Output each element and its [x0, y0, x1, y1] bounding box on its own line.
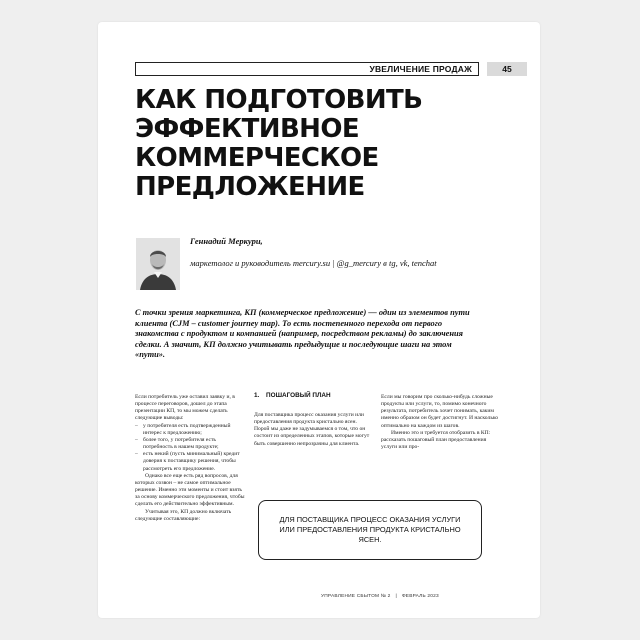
article-title: [135, 86, 495, 202]
bullet-list: [135, 423, 245, 473]
subsection-title: ПОШАГОВЫЙ ПЛАН: [266, 392, 331, 399]
author-photo: [136, 238, 180, 290]
section-header-bar: [135, 62, 479, 76]
list-item: – у потребителя есть подтвержденный интерес к предложению;: [135, 423, 245, 437]
subsection-heading: [254, 392, 336, 400]
footer-date: ФЕВРАЛЬ 2023: [401, 594, 439, 599]
list-item: – есть некий (пусть минимальный) кредит доверия к поставщику решения, чтобы рассмотреть его предложение.: [135, 451, 245, 472]
paragraph: Учитывая это, КП должно включать следующие составляющие:: [135, 508, 232, 522]
paragraph: Для поставщика процесс оказания услуги или предоставления продукта кристально ясен. Порой мы даже не задумываемся о том, что он состоит из определенных этапов, которые могут быть совершенно непрозрачны для клиента.: [254, 412, 370, 447]
text-column-1: [135, 394, 245, 523]
author-name: Геннадий Меркури,: [190, 236, 263, 246]
list-item: – более того, у потребителя есть потребность в нашем продукте;: [135, 437, 245, 451]
pull-quote: ДЛЯ ПОСТАВЩИКА ПРОЦЕСС ОКАЗАНИЯ УСЛУГИ ИЛИ ПРЕДОСТАВЛЕНИЯ ПРОДУКТА КРИСТАЛЬНО ЯСЕН.: [258, 500, 482, 560]
magazine-page: [98, 22, 540, 618]
text-column-2: [254, 412, 372, 448]
title-line: ПРЕДЛОЖЕНИЕ: [135, 172, 365, 202]
author-portrait-icon: [136, 238, 180, 290]
page-footer: [321, 594, 439, 599]
text-column-3: [381, 394, 501, 451]
title-line: ЭФФЕКТИВНОЕ: [135, 114, 359, 144]
title-line: КОММЕРЧЕСКОЕ: [135, 143, 379, 173]
subsection-number: 1.: [254, 392, 260, 399]
lead-paragraph: С точки зрения маркетинга, КП (коммерческое предложение) — один из элементов пути клиента (CJM – customer journey map). То есть постепенного перехода от первого знакомства с продуктом и компанией (например, посредством рекламы) до заключения сделки. А значит, КП должно учитывать предыдущие и последующие шаги на этом «пути».: [135, 308, 470, 360]
footer-magazine: УПРАВЛЕНИЕ СБЫТОМ № 2: [321, 594, 391, 599]
section-label: УВЕЛИЧЕНИЕ ПРОДАЖ: [369, 64, 472, 74]
page-number: 45: [487, 62, 527, 76]
title-line: КАК ПОДГОТОВИТЬ: [135, 85, 423, 115]
paragraph: Однако все еще есть ряд вопросов, для которых созвон – не самое оптимальное решение. Именно эти моменты и стоит взять за основу коммерческого предложения, чтобы сделать его действительно эффективным.: [135, 472, 245, 508]
footer-separator: |: [395, 594, 397, 599]
paragraph: Если мы говорим про сколько-нибудь сложные продукты или услуги, то, помимо конечного результата, потребитель хочет понимать, каким именно образом он будет достигнут. И насколько оптимально на каждом из шагов.: [381, 394, 499, 429]
paragraph: Если потребитель уже оставил заявку и, в процессе переговоров, дошел до этапа презентации КП, то мы можем сделать следующие выводы:: [135, 394, 235, 422]
paragraph: Именно это и требуется отобразить в КП: рассказать пошаговый план предоставления услуги или про-: [381, 429, 491, 451]
author-role: маркетолог и руководитель mercury.su | @g_mercury в tg, vk, tenchat: [190, 258, 437, 268]
